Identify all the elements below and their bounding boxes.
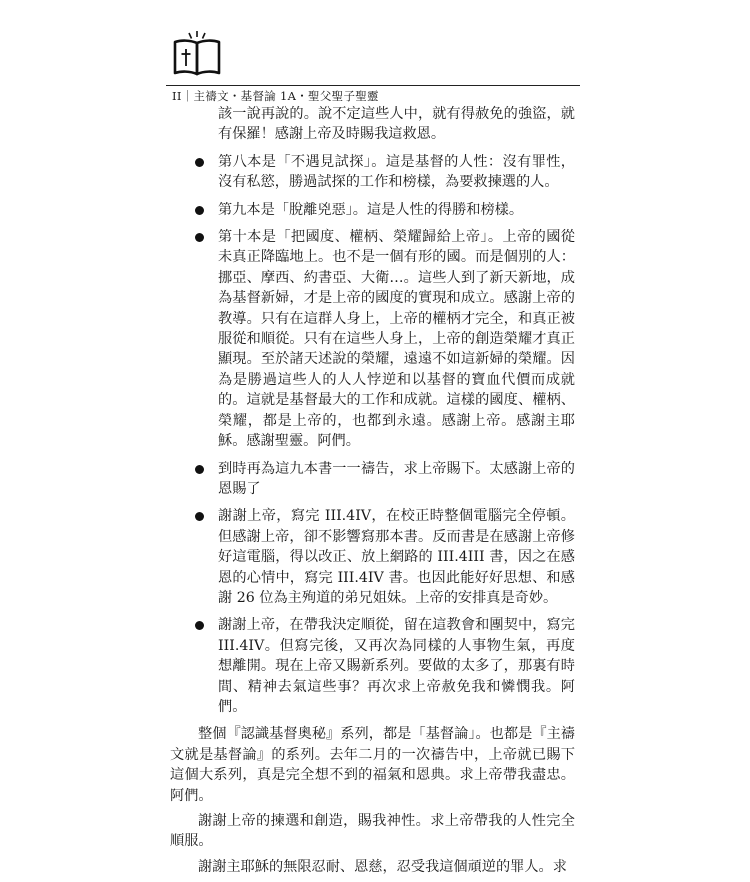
bullet-list xyxy=(170,152,575,718)
bullet-dot-icon xyxy=(195,158,204,167)
open-book-cross-icon xyxy=(172,30,222,76)
header-rule xyxy=(166,85,580,86)
page-body xyxy=(170,104,575,882)
list-item xyxy=(170,506,575,608)
continuation-text: 該一說再說的。說不定這些人中，就有得赦免的強盜，就有保羅！感謝上帝及時賜我這救恩。 xyxy=(218,106,575,143)
bullet-dot-icon xyxy=(195,233,204,242)
bullet-dot-icon xyxy=(195,512,204,521)
body-paragraph: 謝謝上帝的揀選和創造，賜我神性。求上帝帶我的人性完全順服。 xyxy=(170,813,575,850)
list-item-text: 第八本是「不遇見試探」。這是基督的人性：沒有罪性，沒有私慾，勝過試探的工作和榜樣，為要救揀選的人。 xyxy=(218,153,575,191)
body-paragraph: 整個『認識基督奧秘』系列，都是「基督論」。也都是『主禱文就是基督論』的系列。去年二月的一次禱告中，上帝就已賜下這個大系列，真是完全想不到的福氣和恩典。求上帝帶我盡忠。阿們。 xyxy=(170,726,575,804)
list-item-text: 到時再為這九本書一一禱告，求上帝賜下。太感謝上帝的恩賜了 xyxy=(218,460,575,497)
list-item-text: 謝謝上帝，寫完 III.4IV，在校正時整個電腦完全停頓。但感謝上帝，卻不影響寫那本書。反而書是在感謝上帝修好這電腦，得以改正、放上網路的 III.4III 書，因之在感恩的心情中，寫完 III.4IV 書。也因此能好好思想、和感謝 26 位為主殉道的弟兄姐妹。上帝的安排真是奇妙。 xyxy=(218,508,575,606)
bullet-dot-icon xyxy=(195,465,204,474)
list-item xyxy=(170,459,575,500)
bullet-dot-icon xyxy=(195,621,204,630)
list-item-text: 第九本是「脫離兇惡」。這是人性的得勝和榜樣。 xyxy=(218,201,524,218)
list-item-text: 第十本是「把國度、權柄、榮耀歸給上帝」。上帝的國從未真正降臨地上。也不是一個有形的國。而是個別的人：挪亞、摩西、約書亞、大衛…。這些人到了新天新地，成為基督新婦，才是上帝的國度的實現和成立。感謝上帝的教導。只有在這群人身上，上帝的權柄才完全，和真正被服從和順從。只有在這些人身上，上帝的創造榮耀才真正顯現。至於諸天述說的榮耀，遠遠不如這新婦的榮耀。因為是勝過這些人的人人悖逆和以基督的寶血代價而成就的。這就是基督最大的工作和成就。這樣的國度、權柄、榮耀，都是上帝的，也都到永遠。感謝上帝。感謝主耶穌。感謝聖靈。阿們。 xyxy=(218,229,575,450)
list-item xyxy=(170,227,575,451)
list-item xyxy=(170,152,575,193)
list-item-text: 謝謝上帝，在帶我決定順從，留在這教會和團契中，寫完 III.4IV。但寫完後，又再次為同樣的人事物生氣，再度想離開。現在上帝又賜新系列。要做的太多了，那裏有時間、精神去氣這些事？再次求上帝赦免我和憐憫我。阿們。 xyxy=(218,617,575,715)
running-head: II｜主禱文・基督論 1A・聖父聖子聖靈 xyxy=(172,89,379,103)
bullet-dot-icon xyxy=(195,206,204,215)
list-item xyxy=(170,615,575,717)
body-paragraph: 謝謝主耶穌的無限忍耐、恩慈，忍受我這個頑逆的罪人。求 xyxy=(198,858,567,875)
list-item xyxy=(170,200,575,220)
